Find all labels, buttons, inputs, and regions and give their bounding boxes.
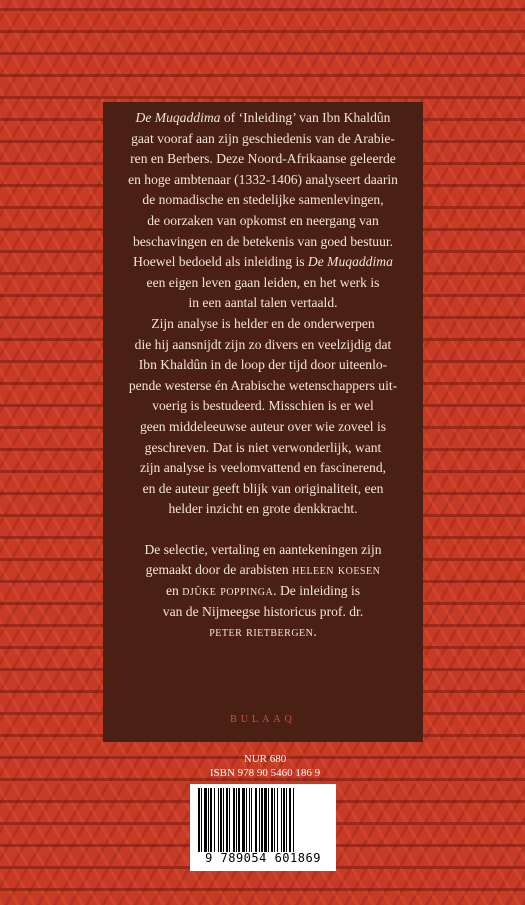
barcode-bar [198,788,200,852]
blurb-panel [103,102,423,742]
barcode-bar [208,788,209,852]
blurb-text: . [313,624,317,640]
blurb-line: Ibn Khaldûn in de loop der tijd door uiteenlo- [138,357,388,373]
blurb-line [107,581,419,602]
barcode-bar [274,788,275,852]
barcode-bar [283,788,285,852]
blurb-text: of ‘Inleiding’ van Ibn Khaldûn [220,110,391,125]
credits-paragraph [107,540,419,643]
barcode-number: 9 789054 601869 [205,851,321,865]
blurb-line: een eigen leven gaan leiden, en het werk is [146,274,380,290]
barcode-bar [249,788,250,852]
barcode-bar [204,788,207,852]
barcode-bar [214,788,215,852]
blurb-line: zijn analyse is veelomvattend en fascinerend, [139,460,387,476]
book-title: De Muqaddima [135,110,221,125]
blurb-paragraph-1 [107,108,419,314]
blurb-line: De selectie, vertaling en aantekeningen zijn [144,541,382,557]
barcode-bar [226,788,228,852]
barcode-bar [238,788,240,852]
blurb-line: beschavingen en de betekenis van goed bestuur. [132,233,394,249]
blurb-line: de nomadische en stedelijke samenlevingen, [142,192,384,208]
barcode-bar [229,788,230,852]
barcode-bar [220,788,222,852]
barcode-bar [293,788,294,852]
blurb-line: geen middeleeuwse auteur over wie zoveel is [139,418,387,434]
introduction-author-name: peter rietbergen [209,624,314,640]
blurb-line: gaat vooraf aan zijn geschiedenis van de Arabie- [131,130,395,146]
nur-code: NUR 680 [243,753,287,765]
barcode-bar [246,788,247,852]
blurb-line: van de Nijmeegse historicus prof. dr. [162,603,364,619]
blurb-line: en hoge ambtenaar (1332-1406) analyseert daarin [128,171,398,187]
barcode-bar [289,788,291,852]
barcode-bar [218,788,219,852]
translator-name: heleen koesen [292,562,381,578]
book-codes [190,752,340,780]
barcode-bar [264,788,267,852]
barcode-bar [210,788,212,852]
isbn-code: ISBN 978 90 5460 186 9 [209,767,321,779]
blurb-line: de oorzaken van opkomst en neergang van [147,212,379,228]
blurb-text: Hoewel bedoeld als inleiding is [133,254,308,270]
blurb-text: en [165,583,183,599]
blurb-text: . De inleiding is [273,583,361,599]
barcode-bar [251,788,252,852]
barcode-bar [281,788,282,852]
blurb-line: helder inzicht en grote denkkracht. [168,501,358,517]
blurb-line [107,622,419,643]
blurb-line: Zijn analyse is helder en de onderwerpen [151,315,375,331]
book-title: De Muqaddima [307,254,393,270]
barcode-bar [201,788,202,852]
barcode-bar [261,788,263,852]
barcode-bar [255,788,257,852]
blurb-line: ren en Berbers. Deze Noord-Afrikaanse geleerde [130,151,396,167]
barcode [190,784,336,871]
barcode-bar [233,788,235,852]
blurb-line: voerig is bestudeerd. Misschien is er wel [152,398,374,414]
blurb-line: pende westerse én Arabische wetenschappers uit- [128,377,398,393]
translator-name: djûke poppinga [182,583,274,599]
blurb-line: en de auteur geeft blijk van originaliteit, een [142,480,384,496]
barcode-bar [242,788,245,852]
blurb-line [107,108,419,129]
blurb-paragraph-2 [107,314,419,520]
barcode-bar [268,788,269,852]
blurb-line: geschreven. Dat is niet verwonderlijk, want [144,439,382,455]
blurb-text: gemaakt door de arabisten [145,562,293,578]
barcode-bars [196,788,330,852]
paragraph-gap [107,520,419,540]
barcode-bar [277,788,278,852]
barcode-bar [259,788,260,852]
barcode-bar [286,788,287,852]
publisher-name: BULAAQ [230,714,296,725]
blurb-line: die hij aansnijdt zijn zo divers en veelzijdig dat [134,336,392,352]
barcode-bar [271,788,273,852]
barcode-bar [236,788,237,852]
blurb-line [107,560,419,581]
barcode-bar [223,788,224,852]
blurb-line [107,252,419,273]
blurb-line: in een aantal talen vertaald. [188,295,338,311]
